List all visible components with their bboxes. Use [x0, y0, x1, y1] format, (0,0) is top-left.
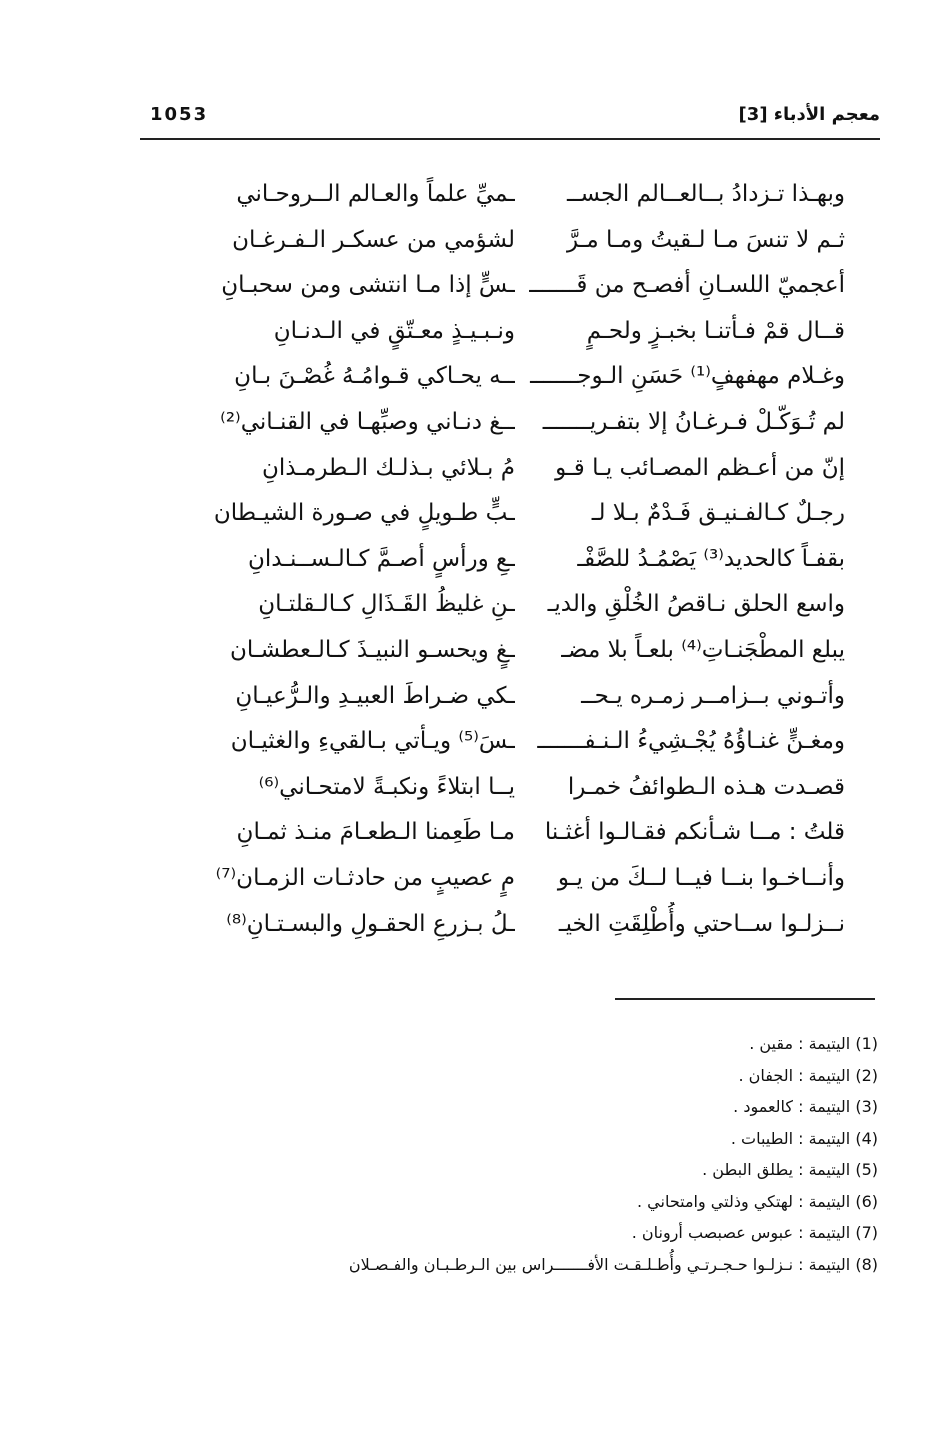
verse [185, 446, 845, 492]
page-number: 1053 [150, 104, 209, 125]
second-hemistich: لشؤمي من عسكـر الـفـرغـان [232, 226, 515, 253]
first-hemistich: ثـم لا تنسَ مـا لـقيتُ ومـا مـرَّ [567, 226, 845, 253]
verse [185, 263, 845, 309]
first-hemistich: قــال قمْ فـأتنـا بخبـزٍ ولحـمٍ [586, 317, 845, 344]
first-hemistich: لم تُـوَكّـلْ فـرغـانُ إلا بتفـريـــــــ [542, 408, 845, 435]
second-hemistich: ــه يحـاكي قـوامُـهُ غُصْـنَ بـانِ [234, 363, 515, 390]
second-hemistich: ـلُ بـزرعِ الحقـولِ والبسـتـانِ⁽⁸⁾ [226, 910, 515, 937]
second-hemistich: ـميِّ علماً والعـالم الــروحـاني [236, 181, 515, 207]
poem [185, 172, 845, 947]
first-hemistich: وغـلام مهفهفٍ⁽¹⁾ حَسَنِ الـوجـــــــ [530, 363, 845, 390]
second-hemistich: مـا طَعِمنا الـطعـامَ منـذ ثمـانِ [236, 819, 515, 846]
first-hemistich: رجـلٌ كـالفـنيـق فَـدْمٌ بـلا لـ [591, 500, 845, 527]
verse [185, 902, 845, 948]
footnotes [160, 1028, 878, 1280]
verse [185, 719, 845, 765]
header-rule [140, 138, 880, 140]
footnote: (3) اليتيمة : كالعمود . [733, 1097, 878, 1116]
verse [185, 491, 845, 537]
verse [185, 582, 845, 628]
footnote: (4) اليتيمة : الطيبات . [730, 1128, 878, 1148]
footnote: (8) اليتيمة : نـزلـوا حـجـرتـي وأُطـلـقـت الأفـــــــراس بين الـرطـبـان والفـصـلان [348, 1254, 878, 1274]
first-hemistich: وبهـذا تـزدادُ بــالعــالم الجســ [567, 181, 845, 207]
verse [185, 400, 845, 446]
second-hemistich: ـغٍ ويحسـو النبيـذَ كـالـعطشـان [230, 636, 515, 663]
verse [185, 810, 845, 856]
footnote: (7) اليتيمة : عبوس عصبصب أرونان . [631, 1223, 878, 1242]
second-hemistich: ـسٍّ إذا مـا انتشى ومن سحبـانِ [221, 272, 515, 299]
first-hemistich: ومغـنٍّ غنـاؤُهُ يُجْـشِيءُ الـنـفـــــــ [537, 728, 845, 755]
footnote-rule [615, 998, 875, 1000]
second-hemistich: ـبٍّ طـويلٍ في صـورة الشيـطان [213, 500, 515, 527]
second-hemistich: ونـبـيـذٍ معـتّقٍ في الـدنـانِ [273, 317, 515, 344]
second-hemistich: ـكي ضـراطَ العبيـدِ والـرُّعيـانِ [235, 682, 515, 709]
footnote: (6) اليتيمة : لهتكي وذلتي وامتحاني . [636, 1191, 878, 1211]
verse [185, 765, 845, 811]
first-hemistich: وأنــاخـوا بنــا فيــا لــكَ من يـو [557, 864, 845, 891]
verse [185, 628, 845, 674]
first-hemistich: واسع الحلق نـاقصُ الخُلْقِ والديـ [547, 591, 845, 618]
second-hemistich: ـنِ غليظُ القَـذَالِ كـالـقلتـانِ [258, 591, 515, 618]
verse [185, 856, 845, 902]
second-hemistich: مٍ عصيبٍ من حادثـات الزمـان⁽⁷⁾ [215, 864, 515, 891]
verse [185, 537, 845, 583]
verse [185, 172, 845, 218]
page-header [140, 96, 880, 136]
verse [185, 309, 845, 355]
second-hemistich: مُ بـلائي بـذلـك الـطرمـذانِ [261, 454, 515, 481]
first-hemistich: أعجميّ اللسـانِ أفصـح من قَـــــــ [529, 272, 845, 299]
second-hemistich: ـعِ ورأسٍ أصـمَّ كـالـســنـدانِ [247, 545, 515, 572]
first-hemistich: نــزلـوا ســاحتي وأُطْلِقَتِ الخيـ [558, 910, 845, 937]
verse [185, 674, 845, 720]
first-hemistich: قصـدت هـذه الـطوائفُ خمـرا [567, 773, 845, 800]
running-title: معجم الأدباء [3] [738, 104, 880, 125]
footnote: (1) اليتيمة : مقين . [749, 1034, 878, 1053]
second-hemistich: ـسَ⁽⁵⁾ ويـأتي بـالقيءِ والغثيـان [230, 728, 515, 755]
first-hemistich: بقفـاً كالحديد⁽³⁾ يَصْمُـدُ للصَّفْـ [577, 545, 845, 572]
footnote: (5) اليتيمة : يطلق البطن . [702, 1160, 878, 1179]
second-hemistich: ــغ دنـاني وصبِّهـا في القنـاني⁽²⁾ [220, 408, 515, 435]
first-hemistich: يبلع المطْجَنـاتِ⁽⁴⁾ بلعـاً بلا مضـ [561, 636, 845, 663]
first-hemistich: وأتـوني بــزامــر زمـره يـحــ [581, 682, 845, 709]
verse [185, 354, 845, 400]
first-hemistich: قلتُ : مــا شـأنكم فقـالـوا أغثـنا [544, 819, 845, 846]
verse [185, 218, 845, 264]
first-hemistich: إنّ من أعـظم المصـائب يـا قـو [555, 454, 845, 481]
footnote: (2) اليتيمة : الجفان . [738, 1065, 878, 1085]
second-hemistich: يــا ابتلاءً ونكبـةً لامتحـاني⁽⁶⁾ [258, 773, 515, 800]
